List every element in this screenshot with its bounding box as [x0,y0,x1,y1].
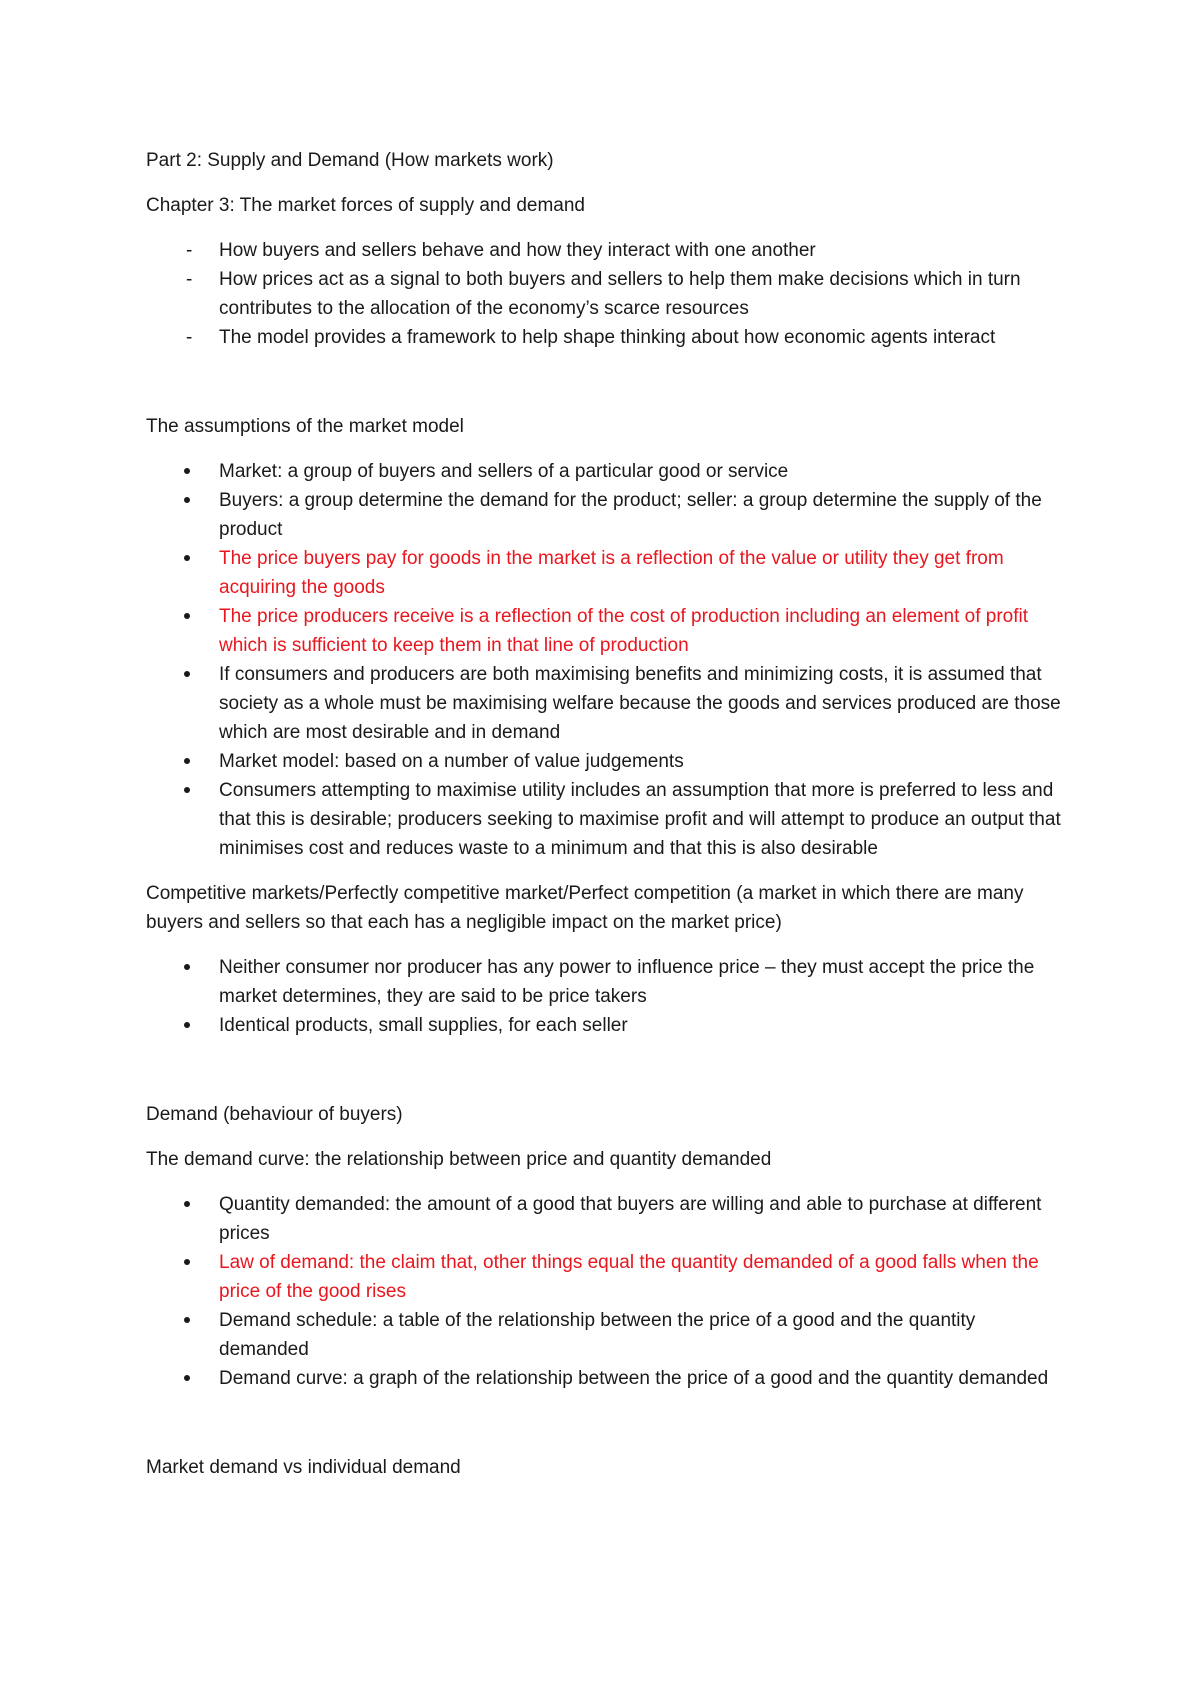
competitive-points-list [146,953,1066,1040]
chapter-title: Chapter 3: The market forces of supply and demand [146,195,586,216]
bullet-icon [184,758,190,764]
demand-points-list [146,1190,1066,1393]
demand-heading: Demand (behaviour of buyers) [146,1104,403,1125]
list-item: If consumers and producers are both maximising benefits and minimizing costs, it is assumed that society as a whole must be maximising welfare because the goods and services produced are those which are most desirable and in demand [146,660,1066,747]
list-item: Identical products, small supplies, for each seller [146,1011,1066,1040]
part-title: Part 2: Supply and Demand (How markets work) [146,150,554,171]
bullet-icon [184,1201,190,1207]
list-item: Demand curve: a graph of the relationship between the price of a good and the quantity demanded [146,1364,1066,1393]
bullet-icon [184,1375,190,1381]
bullet-icon [184,1259,190,1265]
demand-curve-heading: The demand curve: the relationship between price and quantity demanded [146,1149,772,1170]
market-demand-heading: Market demand vs individual demand [146,1457,461,1478]
bullet-icon [184,613,190,619]
list-item: The price producers receive is a reflection of the cost of production including an element of profit which is sufficient to keep them in that line of production [146,602,1066,660]
list-item: - The model provides a framework to help shape thinking about how economic agents interact [146,323,1066,352]
list-item: - How buyers and sellers behave and how they interact with one another [146,236,1066,265]
list-item: Buyers: a group determine the demand for the product; seller: a group determine the supply of the product [146,486,1066,544]
assumptions-heading: The assumptions of the market model [146,416,464,437]
dash-marker: - [186,327,193,348]
chapter-points-list [146,236,1066,352]
list-item: Market model: based on a number of value judgements [146,747,1066,776]
competitive-definition: Competitive markets/Perfectly competitive market/Perfect competition (a market in which there are many buyers and sellers so that each has a negligible impact on the market price) [146,883,1024,933]
bullet-icon [184,1022,190,1028]
list-item: Quantity demanded: the amount of a good that buyers are willing and able to purchase at different prices [146,1190,1066,1248]
list-item: Demand schedule: a table of the relationship between the price of a good and the quantity demanded [146,1306,1066,1364]
list-item: Market: a group of buyers and sellers of a particular good or service [146,457,1066,486]
bullet-icon [184,671,190,677]
list-item: Consumers attempting to maximise utility includes an assumption that more is preferred to less and that this is desirable; producers seeking to maximise profit and will attempt to produce an output that minimises cost and reduces waste to a minimum and that this is also desirable [146,776,1066,863]
list-item: Law of demand: the claim that, other things equal the quantity demanded of a good falls when the price of the good rises [146,1248,1066,1306]
list-item: The price buyers pay for goods in the market is a reflection of the value or utility they get from acquiring the goods [146,544,1066,602]
dash-marker: - [186,269,193,290]
bullet-icon [184,555,190,561]
bullet-icon [184,964,190,970]
bullet-icon [184,1317,190,1323]
bullet-icon [184,497,190,503]
document-body [146,146,1066,1482]
bullet-icon [184,787,190,793]
list-item: Neither consumer nor producer has any power to influence price – they must accept the price the market determines, they are said to be price takers [146,953,1066,1011]
dash-marker: - [186,240,193,261]
list-item: - How prices act as a signal to both buyers and sellers to help them make decisions which in turn contributes to the allocation of the economy’s scarce resources [146,265,1066,323]
bullet-icon [184,468,190,474]
assumptions-list [146,457,1066,863]
